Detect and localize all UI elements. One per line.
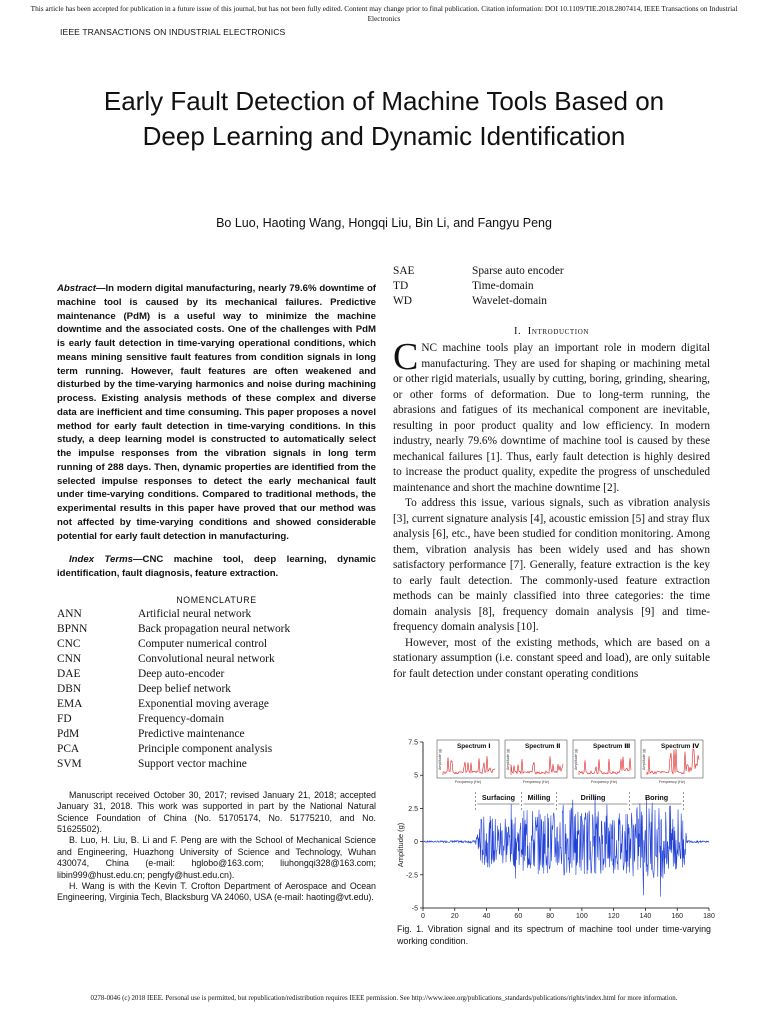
intro-paragraph-2: To address this issue, various signals, such as vibration analysis [3], current signature analysis [4], acoustic emission [5] and stray flux analysis [6], etc., have been studied for condition monitoring. Among them, vibration analysis has been widely used and has shown satisfactory performance [7]. Generally, feature extraction is the key to early fault detection. The commonly-used feature extraction methods can be mainly classified into three categories: the time domain analysis [8], frequency domain analysis [9] and time-frequency domain analysis [10].: [393, 497, 710, 633]
nomenclature-def: Back propagation neural network: [138, 622, 291, 635]
nomenclature-abbr: CNN: [57, 652, 82, 665]
manuscript-note-wang: H. Wang is with the Kevin T. Crofton Department of Aerospace and Ocean Engineering, Virginia Tech, Blacksburg VA 24060, USA (e-mail: haoting@vt.edu).: [57, 881, 376, 903]
nomenclature-def: Exponential moving average: [138, 697, 269, 710]
segment-label: Boring: [644, 793, 669, 802]
x-tick-label: 100: [576, 913, 588, 920]
index-terms: [57, 553, 376, 581]
nomenclature-abbr: DAE: [57, 667, 81, 680]
manuscript-notes: [57, 790, 376, 904]
nomenclature-row: [57, 682, 376, 697]
nomenclature-abbr: SAE: [393, 265, 415, 277]
abstract-text: In modern digital manufacturing, nearly 79.6% downtime of machine tool is caused by its mechanical failures. Predictive maintenance (PdM) is a useful way to minimize the machine downtime and the associated costs. One of the challenges with PdM is early fault detection in time-varying operational conditions, which means mining sensitive fault features from condition signals in long term running. However, fault features are often weakened and disturbed by the time-varying harmonics and noise during machining process. Existing analysis methods of these complex and diverse data are inefficient and time consuming. This paper proposes a novel method for early fault detection in time-varying conditions. In this study, a deep learning model is constructed to automatically select the impulse responses from the vibration signals in long term running of 288 days. Then, dynamic properties are identified from the selected impulse responses to detect the early mechanical fault under time-varying conditions. Compared to traditional methods, the experimental results in this paper have proved that our method was not affected by time-varying conditions and showed considerable potential for early fault detection in manufacturing.: [57, 283, 376, 542]
spectrum-label: Spectrum Ⅱ: [525, 743, 561, 750]
nomenclature-row: [57, 652, 376, 667]
intro-paragraph-3: However, most of the existing methods, which are based on a stationary assumption (i.e. constant speed and load), are only suitable for fault detection under constant operating conditions: [393, 636, 710, 680]
drop-cap: C: [393, 336, 419, 378]
spectrum-xlabel: Frequency (Hz): [658, 780, 686, 784]
nomenclature-row: [57, 667, 376, 682]
figure-caption: Fig. 1. Vibration signal and its spectrum of machine tool under time-varying working condition.: [397, 924, 711, 946]
spectrum-xlabel: Frequency (Hz): [522, 780, 550, 784]
nomenclature-list: [57, 607, 376, 772]
nomenclature-row: [57, 622, 376, 637]
nomenclature-def: Support vector machine: [138, 757, 247, 770]
intro-paragraph-1-text: NC machine tools play an important role in modern digital manufacturing. They are used for shaping or machining metal or other rigid materials, usually by cutting, boring, grinding, shearing, or other forms of deformation. Due to long-term running, the abrasions and fatigues of its mechanical component are inevitable, resulting in poor product quality and low efficiency. In modern industry, nearly 79.6% downtime of machine tool is caused by these mechanical failures [1]. Thus, early fault detection is highly desired to increase the product quality, expedite the progress of unscheduled maintenance and short the machine downtime [2].: [393, 342, 710, 494]
y-tick-label: 5: [414, 772, 418, 780]
abstract: [57, 282, 376, 543]
nomenclature-def: Wavelet-domain: [472, 295, 547, 307]
nomenclature-def: Computer numerical control: [138, 637, 268, 650]
nomenclature-def: Predictive maintenance: [138, 727, 245, 740]
authors: Bo Luo, Haoting Wang, Hongqi Liu, Bin Li, and Fangyu Peng: [216, 216, 552, 230]
x-tick-label: 40: [482, 913, 491, 920]
nomenclature-def: Convolutional neural network: [138, 652, 275, 665]
vibration-signal-line: [423, 795, 709, 896]
x-tick-label: 20: [450, 913, 459, 920]
nomenclature-row: [57, 697, 376, 712]
y-tick-label: 7.5: [408, 739, 418, 747]
x-tick-label: 140: [639, 913, 652, 920]
y-axis-label: Amplitude (g): [396, 822, 405, 868]
nomenclature-row: [57, 712, 376, 727]
nomenclature-heading: NOMENCLATURE: [176, 594, 257, 605]
nomenclature-row: [57, 637, 376, 652]
nomenclature-abbr: WD: [393, 295, 412, 307]
y-tick-label: -2.5: [405, 872, 418, 880]
abstract-dash: —: [95, 283, 106, 294]
nomenclature-abbr: DBN: [57, 682, 82, 695]
x-tick-label: 120: [607, 913, 620, 920]
nomenclature-def: Deep belief network: [138, 682, 231, 695]
nomenclature-abbr: BPNN: [57, 622, 88, 635]
nomenclature-row: [57, 727, 376, 742]
spectrum-ylabel: Amplitude (g): [574, 748, 578, 770]
nomenclature-abbr: TD: [393, 280, 409, 292]
x-tick-label: 0: [421, 913, 425, 920]
paper-title: Early Fault Detection of Machine Tools Based on Deep Learning and Dynamic Identification: [103, 86, 665, 151]
nomenclature-def: Artificial neural network: [138, 607, 252, 620]
spectrum-xlabel: Frequency (Hz): [454, 780, 482, 784]
spectrum-xlabel: Frequency (Hz): [590, 780, 618, 784]
nomenclature-abbr: ANN: [57, 607, 82, 620]
spectrum-label: Spectrum Ⅲ: [593, 743, 631, 750]
left-column: [57, 282, 376, 904]
right-column: [393, 264, 710, 682]
index-terms-dash: —: [132, 554, 143, 566]
vibration-chart: [393, 730, 718, 922]
spectrum-ylabel: Amplitude (g): [506, 748, 510, 770]
index-terms-text: CNC machine tool, deep learning, dynamic identification, fault diagnosis, feature extraction.: [57, 554, 377, 579]
index-terms-lead: Index Terms: [69, 554, 133, 566]
nomenclature-row: [57, 742, 376, 757]
section-numeral: I.: [513, 326, 522, 337]
section-heading-introduction: [393, 326, 710, 337]
section-title: Introduction: [527, 326, 590, 337]
figure-1: [393, 730, 718, 922]
x-tick-label: 80: [546, 913, 555, 920]
nomenclature-abbr: CNC: [57, 637, 81, 650]
segment-label: Surfacing: [481, 793, 516, 802]
nomenclature-abbr: EMA: [57, 697, 83, 710]
x-tick-label: 160: [671, 913, 684, 920]
y-tick-label: 2.5: [408, 805, 418, 813]
spectrum-ylabel: Amplitude (g): [438, 748, 442, 770]
manuscript-note-received: Manuscript received October 30, 2017; revised January 21, 2018; accepted January 31, 2018. This work was supported in part by the National Natural Science Foundation of China (No. 51705174, No. 51775210, and No. 51625502).: [57, 789, 376, 834]
segment-label: Milling: [527, 793, 551, 802]
x-tick-label: 180: [703, 913, 715, 920]
spectrum-ylabel: Amplitude (g): [642, 748, 646, 770]
top-notice: This article has been accepted for publication in a future issue of this journal, but has not been fully edited. Content may change prior to final publication. Citation information: DOI 10.1109/TIE.2018.2807414, IEEE Transactions on Industrial Electronics: [30, 4, 738, 23]
nomenclature-row: [57, 757, 376, 772]
nomenclature-row: [393, 279, 710, 294]
nomenclature-row: [57, 607, 376, 622]
nomenclature-def: Frequency-domain: [138, 712, 225, 725]
y-tick-label: 0: [414, 839, 418, 847]
manuscript-note-affiliation: B. Luo, H. Liu, B. Li and F. Peng are with the School of Mechanical Science and Engineering, Huazhong University of Science and Technology, Wuhan 430074, China (e-mail: hglobo@163.com; liuhongqi328@163.com; libin999@hust.edu.cn; pengfy@hust.edu.cn).: [57, 835, 376, 880]
nomenclature-row: [393, 264, 710, 279]
nomenclature-abbr: PCA: [57, 742, 80, 755]
intro-paragraph-1: [393, 336, 710, 496]
nomenclature-abbr: PdM: [57, 727, 80, 740]
nomenclature-def: Principle component analysis: [138, 742, 273, 755]
running-header: IEEE TRANSACTIONS ON INDUSTRIAL ELECTRONICS: [60, 27, 286, 37]
nomenclature-row: [393, 294, 710, 309]
y-tick-label: -5: [411, 905, 418, 913]
abstract-lead: Abstract: [57, 283, 96, 294]
nomenclature-def: Deep auto-encoder: [138, 667, 225, 680]
nomenclature-def: Sparse auto encoder: [472, 265, 564, 277]
nomenclature-def: Time-domain: [472, 280, 534, 292]
nomenclature-abbr: FD: [57, 712, 72, 725]
nomenclature-abbr: SVM: [57, 757, 82, 770]
spectrum-label: Spectrum Ⅰ: [457, 743, 491, 750]
spectrum-label: Spectrum Ⅳ: [661, 743, 700, 750]
segment-label: Drilling: [580, 793, 606, 802]
x-tick-label: 60: [514, 913, 523, 920]
page-footer: 0278-0046 (c) 2018 IEEE. Personal use is permitted, but republication/redistribution requires IEEE permission. See http://www.ieee.org/publications_standards/publications/rights/index.html for more information.: [90, 995, 678, 1002]
